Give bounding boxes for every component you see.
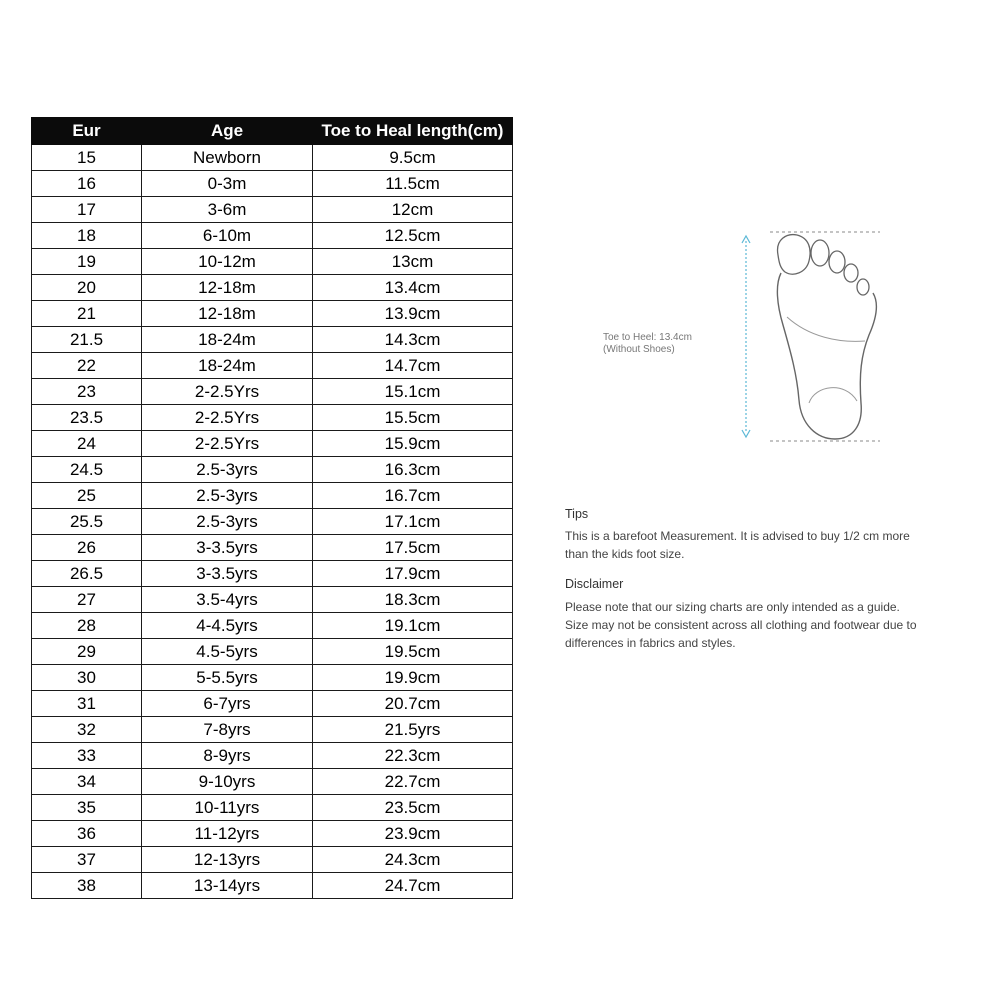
cell-length: 16.7cm xyxy=(313,483,513,509)
cell-age: 10-11yrs xyxy=(142,795,313,821)
cell-eur: 17 xyxy=(32,197,142,223)
cell-eur: 27 xyxy=(32,587,142,613)
cell-age: 3-3.5yrs xyxy=(142,535,313,561)
cell-eur: 24 xyxy=(32,431,142,457)
table-row xyxy=(32,717,513,743)
cell-age: 0-3m xyxy=(142,171,313,197)
disclaimer-heading: Disclaimer xyxy=(565,577,624,591)
cell-length: 12.5cm xyxy=(313,223,513,249)
cell-age: 2-2.5Yrs xyxy=(142,405,313,431)
cell-length: 13.4cm xyxy=(313,275,513,301)
cell-age: 8-9yrs xyxy=(142,743,313,769)
cell-eur: 33 xyxy=(32,743,142,769)
cell-length: 19.1cm xyxy=(313,613,513,639)
header-age: Age xyxy=(142,118,313,145)
cell-length: 21.5yrs xyxy=(313,717,513,743)
table-row xyxy=(32,327,513,353)
cell-age: 4-4.5yrs xyxy=(142,613,313,639)
cell-eur: 38 xyxy=(32,873,142,899)
toe-to-heel-note: (Without Shoes) xyxy=(603,344,675,355)
cell-length: 19.9cm xyxy=(313,665,513,691)
table-row xyxy=(32,145,513,171)
table-row xyxy=(32,249,513,275)
cell-eur: 16 xyxy=(32,171,142,197)
table-body xyxy=(32,145,513,899)
table-row xyxy=(32,639,513,665)
tips-text xyxy=(565,527,985,563)
table-row xyxy=(32,275,513,301)
cell-age: 4.5-5yrs xyxy=(142,639,313,665)
cell-age: 6-10m xyxy=(142,223,313,249)
cell-eur: 23.5 xyxy=(32,405,142,431)
table-row xyxy=(32,561,513,587)
cell-age: 10-12m xyxy=(142,249,313,275)
table-row xyxy=(32,795,513,821)
size-chart-table xyxy=(31,117,513,899)
cell-age: 2-2.5Yrs xyxy=(142,431,313,457)
cell-length: 15.1cm xyxy=(313,379,513,405)
cell-age: 18-24m xyxy=(142,327,313,353)
cell-eur: 25.5 xyxy=(32,509,142,535)
cell-eur: 29 xyxy=(32,639,142,665)
cell-eur: 23 xyxy=(32,379,142,405)
cell-eur: 34 xyxy=(32,769,142,795)
header-eur: Eur xyxy=(32,118,142,145)
cell-length: 23.5cm xyxy=(313,795,513,821)
cell-age: 5-5.5yrs xyxy=(142,665,313,691)
cell-eur: 26 xyxy=(32,535,142,561)
table-row xyxy=(32,665,513,691)
table-row xyxy=(32,483,513,509)
cell-length: 13.9cm xyxy=(313,301,513,327)
cell-length: 19.5cm xyxy=(313,639,513,665)
cell-age: 3-6m xyxy=(142,197,313,223)
header-length: Toe to Heal length(cm) xyxy=(313,118,513,145)
cell-age: 3-3.5yrs xyxy=(142,561,313,587)
table-row xyxy=(32,171,513,197)
cell-length: 24.3cm xyxy=(313,847,513,873)
cell-eur: 36 xyxy=(32,821,142,847)
cell-eur: 37 xyxy=(32,847,142,873)
cell-eur: 21.5 xyxy=(32,327,142,353)
cell-eur: 15 xyxy=(32,145,142,171)
cell-eur: 31 xyxy=(32,691,142,717)
table-row xyxy=(32,821,513,847)
table-row xyxy=(32,873,513,899)
tips-heading: Tips xyxy=(565,507,589,521)
cell-eur: 30 xyxy=(32,665,142,691)
cell-length: 13cm xyxy=(313,249,513,275)
cell-length: 17.1cm xyxy=(313,509,513,535)
cell-age: 2-2.5Yrs xyxy=(142,379,313,405)
cell-length: 14.7cm xyxy=(313,353,513,379)
cell-age: 18-24m xyxy=(142,353,313,379)
cell-age: 3.5-4yrs xyxy=(142,587,313,613)
toe-to-heel-label xyxy=(603,332,692,356)
cell-age: 13-14yrs xyxy=(142,873,313,899)
cell-length: 20.7cm xyxy=(313,691,513,717)
disclaimer-line: Size may not be consistent across all clothing and footwear due to xyxy=(565,618,917,632)
cell-age: 7-8yrs xyxy=(142,717,313,743)
cell-length: 22.7cm xyxy=(313,769,513,795)
cell-length: 15.9cm xyxy=(313,431,513,457)
foot-measurement-figure xyxy=(595,225,895,450)
cell-eur: 22 xyxy=(32,353,142,379)
table-row xyxy=(32,379,513,405)
cell-length: 23.9cm xyxy=(313,821,513,847)
disclaimer-text xyxy=(565,598,985,652)
table-row xyxy=(32,587,513,613)
cell-eur: 26.5 xyxy=(32,561,142,587)
cell-length: 16.3cm xyxy=(313,457,513,483)
disclaimer-line: Please note that our sizing charts are only intended as a guide. xyxy=(565,600,900,614)
cell-eur: 25 xyxy=(32,483,142,509)
cell-length: 24.7cm xyxy=(313,873,513,899)
cell-eur: 35 xyxy=(32,795,142,821)
cell-age: 2.5-3yrs xyxy=(142,483,313,509)
table-row xyxy=(32,509,513,535)
cell-length: 14.3cm xyxy=(313,327,513,353)
toe-to-heel-value: Toe to Heel: 13.4cm xyxy=(603,332,692,343)
cell-age: 9-10yrs xyxy=(142,769,313,795)
table-row xyxy=(32,457,513,483)
table-row xyxy=(32,535,513,561)
cell-age: 12-13yrs xyxy=(142,847,313,873)
table-row xyxy=(32,301,513,327)
cell-age: 6-7yrs xyxy=(142,691,313,717)
cell-eur: 28 xyxy=(32,613,142,639)
tips-line: This is a barefoot Measurement. It is advised to buy 1/2 cm more xyxy=(565,529,910,543)
table-row xyxy=(32,405,513,431)
disclaimer-line: differences in fabrics and styles. xyxy=(565,636,736,650)
cell-age: 12-18m xyxy=(142,301,313,327)
cell-age: 2.5-3yrs xyxy=(142,509,313,535)
cell-eur: 24.5 xyxy=(32,457,142,483)
cell-length: 9.5cm xyxy=(313,145,513,171)
table-header-row xyxy=(32,118,513,145)
cell-age: Newborn xyxy=(142,145,313,171)
table-row xyxy=(32,847,513,873)
cell-eur: 32 xyxy=(32,717,142,743)
tips-line: than the kids foot size. xyxy=(565,547,685,561)
cell-age: 11-12yrs xyxy=(142,821,313,847)
cell-length: 17.5cm xyxy=(313,535,513,561)
cell-length: 11.5cm xyxy=(313,171,513,197)
table-row xyxy=(32,197,513,223)
cell-length: 12cm xyxy=(313,197,513,223)
table-row xyxy=(32,223,513,249)
cell-eur: 21 xyxy=(32,301,142,327)
cell-length: 17.9cm xyxy=(313,561,513,587)
cell-age: 2.5-3yrs xyxy=(142,457,313,483)
cell-eur: 18 xyxy=(32,223,142,249)
table-row xyxy=(32,743,513,769)
table-row xyxy=(32,613,513,639)
table-row xyxy=(32,769,513,795)
cell-length: 22.3cm xyxy=(313,743,513,769)
cell-age: 12-18m xyxy=(142,275,313,301)
cell-length: 18.3cm xyxy=(313,587,513,613)
table-row xyxy=(32,431,513,457)
cell-eur: 19 xyxy=(32,249,142,275)
cell-length: 15.5cm xyxy=(313,405,513,431)
table-row xyxy=(32,691,513,717)
cell-eur: 20 xyxy=(32,275,142,301)
table-row xyxy=(32,353,513,379)
